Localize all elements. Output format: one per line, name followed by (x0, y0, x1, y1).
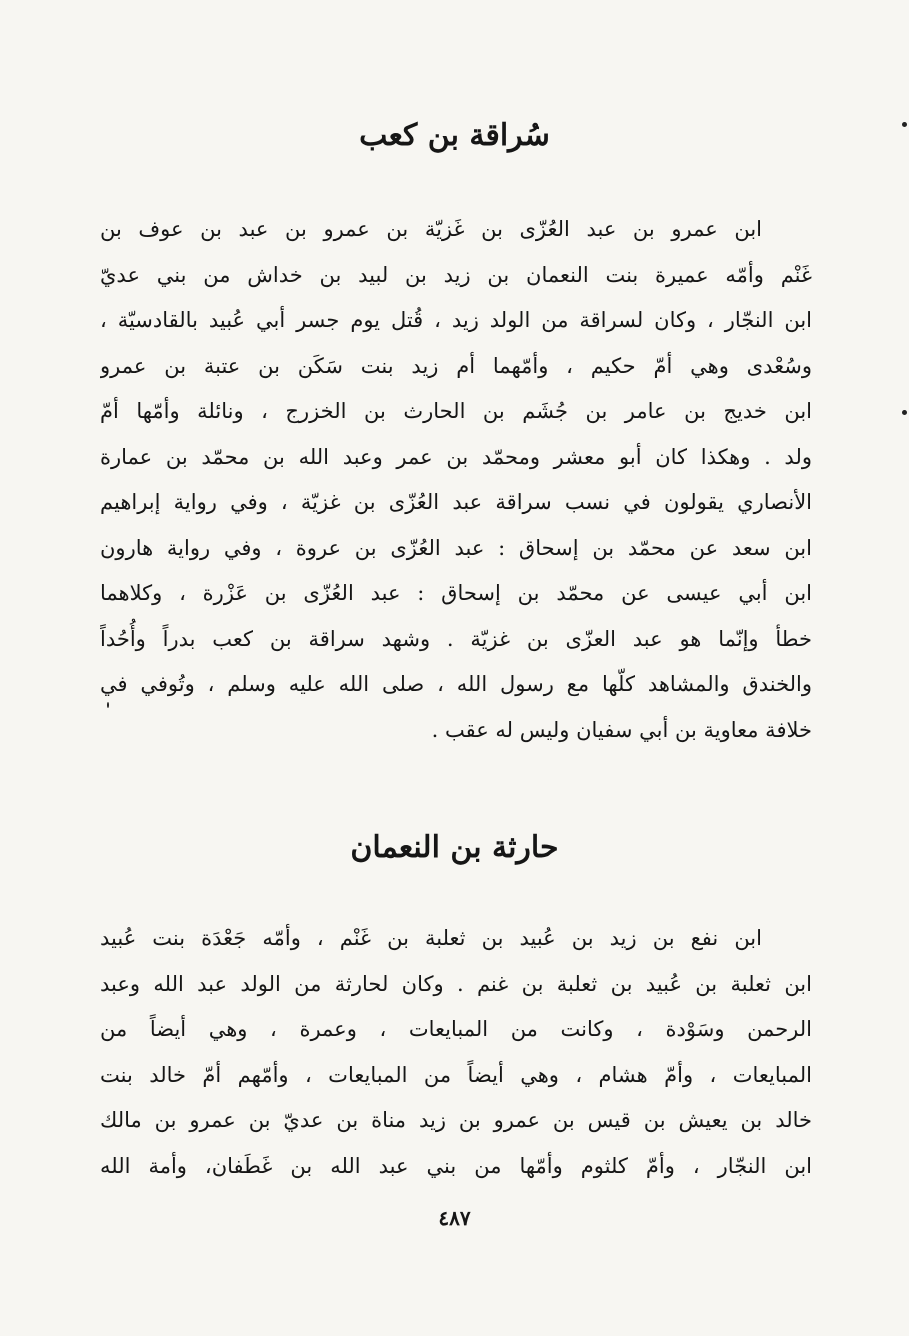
text-line: والخندق والمشاهد كلّها مع رسول الله ، صلى الله عليه وسلم ، وتُوفي في (100, 672, 812, 696)
text-line: ابن عمرو بن عبد العُزّى بن غَزيّة بن عمرو بن عبد بن عوف بن (100, 217, 762, 241)
text-line: الأنصاري يقولون في نسب سراقة عبد العُزّى بن غزيّة ، وفي رواية إبراهيم (100, 490, 812, 514)
text-line: المبايعات ، وأمّ هشام ، وهي أيضاً من المبايعات ، وأمّهم أمّ خالد بنت (100, 1062, 812, 1087)
scan-speck (107, 702, 109, 708)
text-line: الرحمن وسَوْدة ، وكانت من المبايعات ، وعمرة ، وهي أيضاً من (100, 1017, 812, 1041)
page-number: ٤٨٧ (438, 1206, 471, 1230)
section-body-haritha (100, 916, 812, 1189)
text-line: وسُعْدى وهي أمّ حكيم ، وأمّهما أم زيد بنت سَكَن بن عتبة بن عمرو (100, 353, 812, 378)
text-line: ابن سعد عن محمّد بن إسحاق : عبد العُزّى بن عروة ، وفي رواية هارون (100, 535, 812, 560)
text-line: ابن نفع بن زيد بن عُبيد بن ثعلبة بن غَنْم ، وأمّه جَعْدَة بنت عُبيد (100, 926, 762, 950)
section-title-suraqa: سُراقة بن كعب (359, 118, 550, 153)
scan-speck (902, 410, 907, 415)
text-line: غَنْم وأمّه عميرة بنت النعمان بن زيد بن لبيد بن خداش من بني عديّ (100, 262, 812, 287)
section-body-suraqa (100, 207, 812, 753)
text-line: ابن النجّار ، وكان لسراقة من الولد زيد ، قُتل يوم جسر أبي عُبيد بالقادسيّة ، (100, 308, 812, 332)
section-title-haritha: حارثة بن النعمان (350, 830, 559, 865)
scan-speck (902, 122, 907, 127)
text-line: خلافة معاوية بن أبي سفيان وليس له عقب . (431, 717, 812, 742)
text-line: خالد بن يعيش بن قيس بن عمرو بن زيد مناة بن عديّ بن عمرو بن مالك (100, 1108, 812, 1132)
text-line: ابن النجّار ، وأمّ كلثوم وأمّها من بني عبد الله بن غَطَفان، وأمة الله (100, 1153, 812, 1178)
text-line: خطأ وإنّما هو عبد العزّى بن غزيّة . وشهد سراقة بن كعب بدراً وأُحُداً (100, 626, 812, 651)
text-line: ابن ثعلبة بن عُبيد بن ثعلبة بن غنم . وكان لحارثة من الولد عبد الله وعبد (100, 971, 812, 996)
text-line: ولد . وهكذا كان أبو معشر ومحمّد بن عمر وعبد الله بن محمّد بن عمارة (100, 444, 812, 469)
text-line: ابن أبي عيسى عن محمّد بن إسحاق : عبد العُزّى بن عَزْرة ، وكلاهما (100, 581, 812, 605)
text-line: ابن خديج بن عامر بن جُشَم بن الحارث بن الخزرج ، ونائلة وأمّها أمّ (100, 399, 812, 423)
